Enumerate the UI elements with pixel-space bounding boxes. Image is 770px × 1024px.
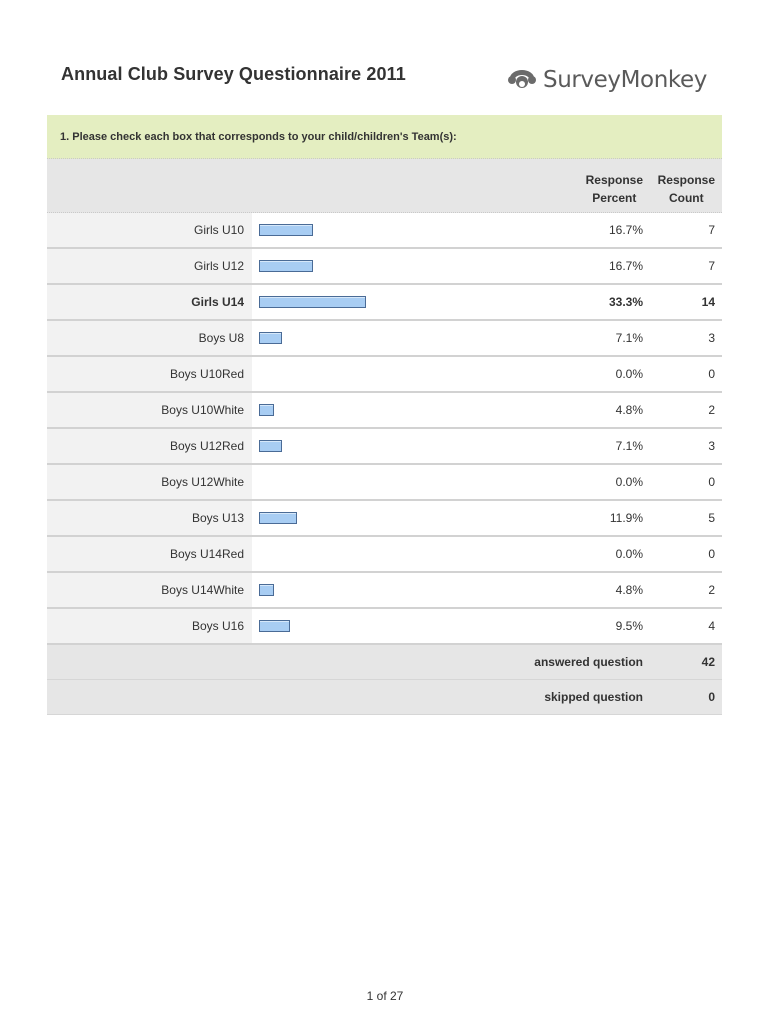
table-row [47,429,722,465]
response-count-header: Response Count [657,173,715,205]
bar-track [259,296,559,309]
row-label: Boys U10Red [169,367,244,381]
table-row [47,573,722,609]
response-count: 14 [701,295,715,309]
bar-track [259,224,559,237]
response-percent: 33.3% [608,295,643,309]
answered-question-row [47,645,722,680]
row-label: Boys U12White [161,475,244,489]
row-label: Boys U8 [198,331,244,345]
response-percent: 0.0% [615,367,643,381]
response-bar [259,260,313,272]
response-count: 5 [708,511,715,525]
response-percent: 16.7% [608,259,643,273]
row-label: Girls U14 [191,295,244,309]
table-row [47,249,722,285]
response-count: 2 [708,583,715,597]
response-count: 7 [708,259,715,273]
response-percent: 11.9% [609,511,643,525]
response-count: 3 [708,331,715,345]
response-bar [259,512,297,524]
response-count: 0 [708,475,715,489]
page-title: Annual Club Survey Questionnaire 2011 [61,64,406,84]
response-bar [259,620,290,632]
response-bar [259,224,313,236]
response-bar [259,440,282,452]
row-label: Girls U12 [193,259,244,273]
response-count: 0 [708,367,715,381]
table-row [47,501,722,537]
table-row [47,537,722,573]
survey-question-table [47,115,722,715]
response-bar [259,584,274,596]
response-percent: 16.7% [608,223,643,237]
response-percent: 9.5% [615,619,643,633]
row-label: Girls U10 [193,223,244,237]
row-label: Boys U13 [191,511,244,525]
response-percent: 4.8% [615,403,643,417]
skipped-question-row [47,680,722,715]
row-label: Boys U10White [161,403,244,417]
bar-track [259,332,559,345]
bar-track [259,368,559,381]
response-bar [259,404,274,416]
question-text: 1. Please check each box that corresponds to your child/children's Team(s): [47,115,722,159]
answer-rows [47,213,722,645]
skipped-value: 0 [708,690,715,704]
bar-track [259,584,559,597]
bar-track [259,476,559,489]
table-row [47,321,722,357]
bar-track [259,260,559,273]
table-row [47,609,722,645]
response-percent: 0.0% [615,547,643,561]
answered-value: 42 [701,655,715,669]
row-label: Boys U12Red [169,439,244,453]
table-row [47,357,722,393]
table-row [47,393,722,429]
response-count: 2 [708,403,715,417]
surveymonkey-logo [505,64,707,96]
row-label: Boys U16 [191,619,244,633]
response-bar [259,332,282,344]
skipped-label: skipped question [544,690,643,704]
answered-label: answered question [534,655,643,669]
bar-track [259,404,559,417]
bar-track [259,620,559,633]
surveymonkey-logo-icon [505,66,539,94]
table-row [47,213,722,249]
response-percent: 0.0% [615,475,643,489]
response-count: 3 [708,439,715,453]
row-label: Boys U14White [161,583,244,597]
bar-track [259,440,559,453]
table-row [47,285,722,321]
page-number: 1 of 27 [366,989,404,1003]
bar-track [259,512,559,525]
row-label: Boys U14Red [169,547,244,561]
response-percent: 4.8% [615,583,643,597]
bar-track [259,548,559,561]
response-percent: 7.1% [615,439,643,453]
logo-text: SurveyMonkey [543,67,707,93]
response-count: 4 [708,619,715,633]
response-bar [259,296,366,308]
response-percent: 7.1% [615,331,643,345]
response-count: 7 [708,223,715,237]
column-header-row [47,159,722,213]
response-percent-header: Response Percent [585,173,643,205]
response-count: 0 [708,547,715,561]
table-row [47,465,722,501]
